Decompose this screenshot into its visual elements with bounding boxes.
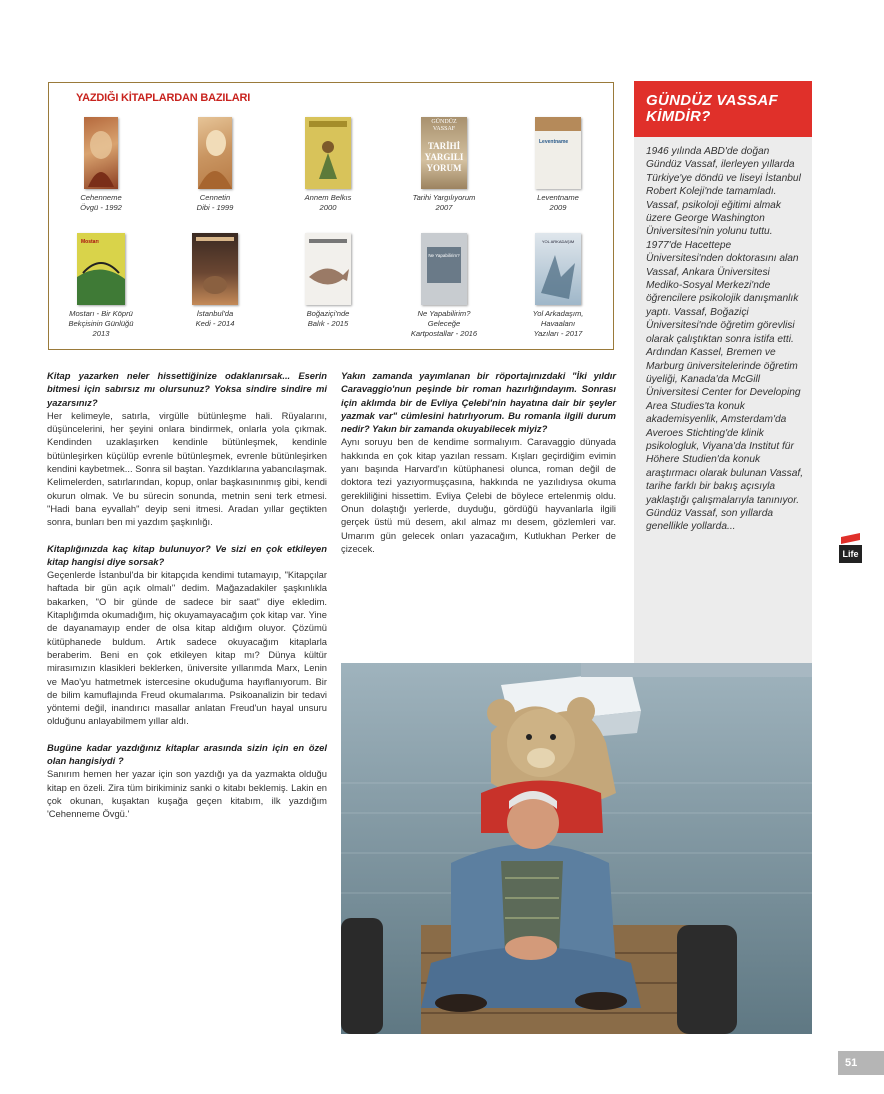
book-cover-annem-belkis	[305, 117, 351, 189]
book-caption: Annem Belkıs 2000	[304, 193, 352, 212]
book-item	[273, 117, 383, 213]
book-cover-bogazicinde-balik	[305, 233, 351, 305]
article-column-middle	[341, 369, 616, 555]
book-cover-leventname	[535, 117, 581, 189]
author-photo-illustration	[341, 663, 812, 1034]
book-item	[389, 233, 499, 339]
book-cover-tarihi	[421, 117, 467, 189]
cover-text: YORUM	[426, 163, 462, 173]
book-cover-cennetin	[198, 117, 232, 189]
book-cover-ne-yapabilirim	[421, 233, 467, 305]
book-caption: Cennetin Dibi - 1999	[196, 193, 234, 212]
interview-answer: Sanırım hemen her yazar için son yazdığı ya da yazmakta olduğu kitap en özeli. Zira tüm birikiminiz sanki o kitabı beklemiş. Lakin en çok okunan, kuşaktan kuşağa geçen kitabım, ilk yazdığım 'Cehenneme Övgü.'	[47, 768, 327, 820]
cover-art	[84, 117, 118, 189]
book-item	[46, 233, 156, 339]
life-logo	[839, 533, 862, 563]
book-item	[273, 233, 383, 329]
book-cover-istanbulda-kedi	[192, 233, 238, 305]
page-number: 51	[838, 1051, 884, 1075]
book-item	[503, 117, 613, 213]
books-section	[48, 82, 614, 350]
interview-question: Bugüne kadar yazdığınız kitaplar arasında sizin için en özel olan hangisiydi ?	[47, 741, 327, 767]
book-caption: Cehenneme Övgü - 1992	[80, 193, 122, 212]
book-caption: Ne Yapabilirim? Geleceğe Kartpostallar - 2016	[410, 309, 478, 338]
book-caption: Yol Arkadaşım, Havaalanı Yazıları - 2017	[532, 309, 584, 338]
life-logo-text: Life	[842, 549, 859, 559]
interview-answer: Aynı soruyu ben de kendime sormalıyım. Caravaggio dünyada hakkında en çok kitap yazılan ressam. Kışları geçirdiğim evimin yanı başında Harvard'ın kütüphanesi olunca, roman değil de doktora tezi yazıyormuşçasına, hakkında ne yazılıdıysa okuma gerekliliğini hissettim. Evliya Çelebi de böylece ertelenmiş oldu. Onun dolaştığı yerlerde, duyduğu, gördüğü hayvanlarla ilgili gerçek üstü mü desem, akıl almaz mı desem, gözlemleri var. Umarım gün gelecek onları yazacağım, Kutlukhan Perker de çizecek.	[341, 436, 616, 554]
book-cover-cehenneme	[84, 117, 118, 189]
author-photo	[341, 663, 812, 1034]
bio-sidebar-text: 1946 yılında ABD'de doğan Gündüz Vassaf, ilerleyen yıllarda Türkiye'ye döndü ve liseyi İstanbul Robert Koleji'nde tamamladı. Vassaf, psikoloji eğitimi almak üzere George Washington Üniversitesi'nin yolunu tuttu. 1977'de Hacettepe Üniversitesi'nden doktorasını alan Vassaf, Ankara Üniversitesi Mediko-Sosyal Merkezi'nde öğrencilere psikolojik danışmanlık yaptı. Vassaf, Boğaziçi Üniversitesi'nde öğretim görevlisi olarak çalıştıktan sonra istifa etti. Ardından Kassel, Bremen ve Marburg üniversitelerinde öğretim üyeliği, Kanada'da McGill Üniversitesi Center for Developing Area Studies'ta konuk akademisyenlik, Amsterdam'da Averoes Stichting'de klinik psikologluk, Viyana'da Institut für Höhere Studien'da konuk araştırmacı olarak bulunan Vassaf, tarihe farklı bir bakış açısıyla yaklaştığı çalışmalarıyla tanınıyor. Gündüz Vassaf, son yıllarda genellikle yollarda...	[646, 146, 804, 533]
bio-sidebar	[634, 81, 812, 761]
cover-text: Leventname	[539, 139, 569, 145]
book-item	[160, 117, 270, 213]
book-caption: Tarihi Yargılıyorum 2007	[412, 193, 476, 212]
book-caption: Boğaziçi'nde Balık - 2015	[306, 309, 350, 328]
cover-text: Ne Yapabilirim?	[428, 253, 460, 258]
interview-question: Kitap yazarken neler hissettiğinize odaklanırsak... Eserin bitmesi için sabırsız mı olursunuz? Yoksa sindire sindire mi yazarsınız?	[47, 370, 327, 408]
book-caption: Mostarı - Bir Köprü Bekçisinin Günlüğü 2013	[68, 309, 134, 338]
books-section-title: YAZDIĞI KİTAPLARDAN BAZILARI	[76, 92, 251, 104]
book-cover-mostari	[77, 233, 125, 305]
cover-text: TARİHİ	[427, 141, 461, 151]
cover-text: VASSAF	[432, 126, 456, 132]
book-item	[46, 117, 156, 213]
interview-answer: Geçenlerde İstanbul'da bir kitapçıda kendimi tutamayıp, "Kitapçılar haftada bir gün açık olmalı" dedim. Mağazadakiler şaşkınlıkla bakarken, "O bir günde de sadece bir saat" diye ekledim. Kitaplığımda okumadığım, hiç okuyamayacağım çok kitap var. Yine de dayanamayıp ender de olsa kitap aldığım oluyor. Çözümü kütüphanede buldum. Artık sadece okuyacağım kitaplarla beraberim. Beni en çok etkileyen kitap mı? Dünya kültür mirasımızın klasikleri beklerken, üniversite yıllarımda Marx, Lenin ve Mao'yu hatmetmek istercesine okuduğuma hayıflanıyorum. Bir de bilim kamuflajında Freud okumalarıma. Psikoanalizin bir tedavi yöntemi değil, inandırıcı masallar anlatan Freud'un hayal unsuru olduğunu anlayabilmem yıllar aldı.	[47, 569, 327, 727]
cover-art	[192, 233, 238, 305]
book-item	[503, 233, 613, 339]
cover-text: YOL ARKADAŞIM	[541, 239, 575, 244]
cover-art	[305, 233, 351, 305]
interview-question: Kitaplığınızda kaç kitap bulunuyor? Ve sizi en çok etkileyen kitap hangisi diye sorsak?	[47, 542, 327, 567]
bio-sidebar-title: GÜNDÜZ VASSAF KİMDİR?	[646, 92, 778, 125]
cover-art	[198, 117, 232, 189]
interview-answer: Her kelimeyle, satırla, virgülle bütünleşme hali. Rüyalarını, düşüncelerini, her şeyini onlara bindirmek, onlarla yola çıkmak. Kendinden uzaklaşırken kendinle bütünleşmek, kendinle bütünleşirken küçülüp evrenle bütünleşmek, evrenle bütünleşirken kendini kaybetmek... Sonra sil baştan. Yazdıklarına yabancılaşmak. Kelimelerden, satırlarından, kopup, onlar başkasınınmış gibi, kendi okurun olmak. Ve bu sürecin sonunda, metnin seni terk etmesi. "Hadi bana eyvallah" deyip seni itmesi. Aradan yıllar geçtikten sonra, bunları ben mi yazdım şaşkınlığı.	[47, 409, 327, 528]
book-caption: İstanbul'da Kedi - 2014	[195, 309, 235, 328]
article-column-left	[47, 369, 327, 821]
cover-text: YARGILI	[424, 152, 464, 162]
cover-text: Mostarı	[81, 239, 99, 245]
book-item	[160, 233, 270, 329]
interview-question: Yakın zamanda yayımlanan bir röportajınızdaki "İki yıldır Caravaggio'nun peşinde bir roman hazırlığındayım. Sonrası için aklımda bir de Evliya Çelebi'nin hayatına dair bir şeyler yazmak var" cümlesini hatırlıyorum. Bu romanla ilgili durum nedir? Yakın bir zamanda okuyabilecek miyiz?	[341, 370, 616, 435]
book-item	[389, 117, 499, 213]
bio-sidebar-header	[634, 81, 812, 137]
book-cover-yol-arkadasim	[535, 233, 581, 305]
cover-text: GÜNDÜZ	[431, 119, 457, 125]
cover-art	[305, 117, 351, 189]
book-caption: Leventname 2009	[537, 193, 579, 212]
cover-art	[535, 117, 581, 131]
